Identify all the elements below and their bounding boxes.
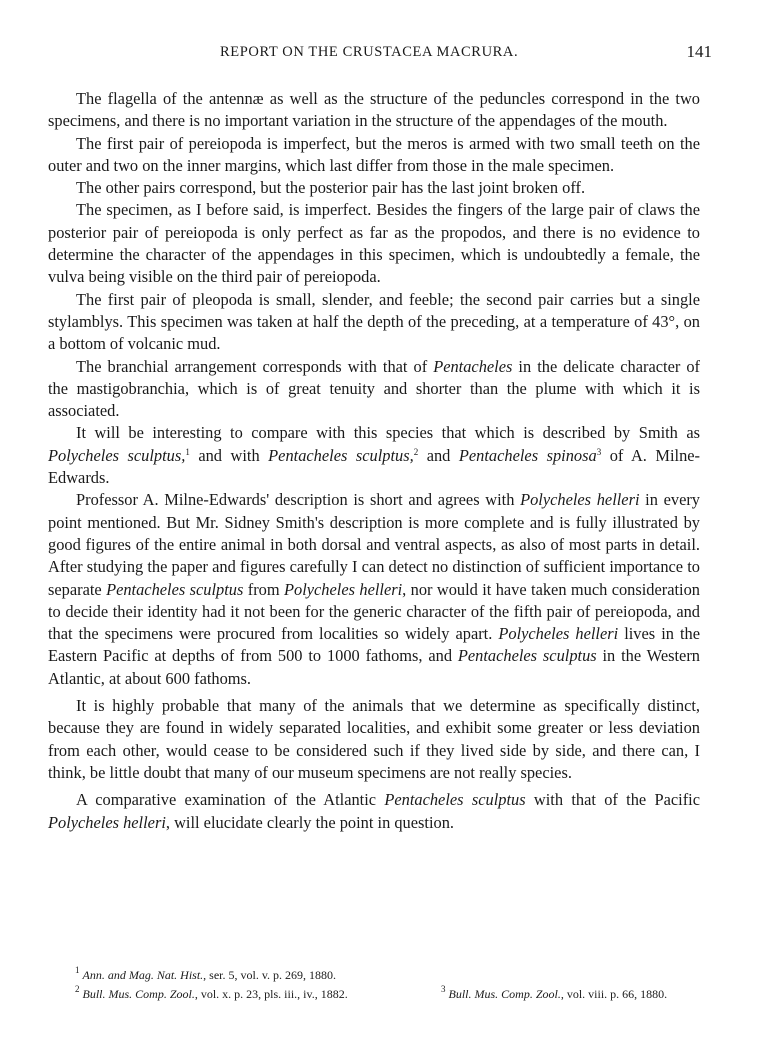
text-run: lives in the Eastern Pacific at depths of from 500 to 1000 fathoms, and bbox=[48, 624, 700, 666]
paragraph bbox=[48, 422, 700, 489]
text-run: The other pairs correspond, but the posterior pair has the last joint broken off. bbox=[76, 178, 586, 198]
footnote-ref: , vol. x. p. 23, pls. iii., iv., 1882. bbox=[194, 987, 348, 1001]
text-run: in every point mentioned. But Mr. Sidney Smith's description is more complete and is fully illustrated by good figures of the entire animal in both dorsal and ventral aspects, as also of most parts in detail. After studying the paper and figures carefully I can detect no distinction of sufficient importance to separate bbox=[48, 490, 700, 599]
text-run: It is highly probable that many of the animals that we determine as specifically distinct, because they are found in widely separated localities, and exhibit some greater or less deviation from each other, would cease to be considered such if they lived side by side, and there can, I think, be little doubt that many of our museum specimens are not really species. bbox=[48, 696, 700, 782]
species-name: Pentacheles bbox=[433, 356, 513, 376]
species-name: Polycheles helleri bbox=[48, 812, 166, 832]
text-run: , nor would it have taken much consideration to decide their identity had it not been for the generic character of the fifth pair of pereiopoda, and that the specimens were procured from localities so widely apart. bbox=[48, 579, 700, 644]
species-name: Pentacheles sculptus bbox=[384, 790, 526, 810]
text-run: The first pair of pereiopoda is imperfect, but the meros is armed with two small teeth on the outer and two on the inner margins, which last differ from those in the male specimen. bbox=[48, 133, 700, 175]
paragraph bbox=[48, 133, 700, 178]
footnote-journal: Bull. Mus. Comp. Zool. bbox=[448, 987, 561, 1001]
text-run: of A. Milne-Edwards. bbox=[48, 445, 701, 488]
text-run: The first pair of pleopoda is small, slender, and feeble; the second pair carries but a single stylamblys. This specimen was taken at half the depth of the preceding, at a temperature of 43°, on a bottom of volcanic mud. bbox=[48, 289, 700, 354]
paragraph bbox=[48, 289, 700, 356]
species-name: Polycheles helleri bbox=[498, 624, 619, 644]
species-name: Pentacheles sculptus bbox=[106, 579, 244, 599]
text-run: , will elucidate clearly the point in question. bbox=[165, 812, 454, 832]
text-run: in the delicate character of the mastigobranchia, which is of great tenuity and shorter than the plume with which it is associated. bbox=[48, 356, 700, 421]
running-title: REPORT ON THE CRUSTACEA MACRURA. bbox=[220, 44, 519, 60]
text-run: Professor A. Milne-Edwards' description is short and agrees with bbox=[76, 490, 521, 510]
text-run: The specimen, as I before said, is imperfect. Besides the fingers of the large pair of claws the posterior pair of pereiopoda is only perfect as far as the propodos, and there is no evidence to determine the character of the appendages in this specimen, which is undoubtedly a female, the vulva being visible on the third pair of pereiopoda. bbox=[48, 200, 700, 287]
species-name: Polycheles helleri bbox=[284, 579, 403, 599]
footnote-journal: Bull. Mus. Comp. Zool. bbox=[82, 987, 195, 1001]
text-run: and with bbox=[189, 445, 269, 465]
text-run: with that of the Pacific bbox=[525, 790, 701, 810]
footnote-journal: Ann. and Mag. Nat. Hist. bbox=[82, 968, 204, 982]
paragraph bbox=[48, 199, 700, 288]
paragraph bbox=[48, 789, 700, 834]
paragraph bbox=[48, 88, 700, 133]
footnote-1 bbox=[75, 965, 337, 982]
page-number: 141 bbox=[686, 42, 712, 61]
footnote-ref: , ser. 5, vol. v. p. 269, 1880. bbox=[203, 968, 337, 982]
footnote-reference: 1 bbox=[185, 446, 190, 457]
paragraph bbox=[48, 695, 700, 784]
paragraph bbox=[48, 489, 700, 690]
footnote-2 bbox=[75, 984, 348, 1001]
text-run: The branchial arrangement corresponds with that of bbox=[76, 356, 434, 376]
paragraph bbox=[48, 356, 700, 423]
footnote-mark: 2 bbox=[75, 984, 80, 994]
species-name: Polycheles helleri bbox=[520, 490, 640, 510]
text-run: The flagella of the antennæ as well as the structure of the peduncles correspond in the two specimens, and there is no important variation in the structure of the appendages of the mouth. bbox=[48, 89, 700, 131]
text-run: It will be interesting to compare with this species that which is described by Smith as bbox=[76, 423, 700, 443]
running-header bbox=[0, 44, 776, 68]
paragraph bbox=[48, 177, 700, 199]
footnote-reference: 2 bbox=[413, 446, 419, 457]
footnote-ref: , vol. viii. p. 66, 1880. bbox=[560, 987, 668, 1001]
text-run: A comparative examination of the Atlantic bbox=[76, 790, 385, 810]
footnote-mark: 3 bbox=[441, 984, 446, 994]
text-run: in the Western Atlantic, at about 600 fathoms. bbox=[48, 646, 700, 688]
species-name: Pentacheles sculptus bbox=[457, 646, 597, 666]
footnote-row bbox=[75, 985, 715, 1004]
footnote-reference: 3 bbox=[596, 446, 602, 457]
footnote-row bbox=[75, 966, 715, 985]
text-run: and bbox=[418, 445, 459, 465]
species-name: Pentacheles sculptus, bbox=[268, 445, 414, 465]
body-text bbox=[48, 88, 700, 834]
footnote-mark: 1 bbox=[75, 965, 80, 975]
footnotes bbox=[75, 966, 715, 1004]
text-run: from bbox=[243, 579, 284, 599]
species-name: Polycheles sculptus, bbox=[48, 445, 186, 465]
footnote-3 bbox=[441, 985, 667, 1004]
species-name: Pentacheles spinosa bbox=[458, 445, 597, 465]
